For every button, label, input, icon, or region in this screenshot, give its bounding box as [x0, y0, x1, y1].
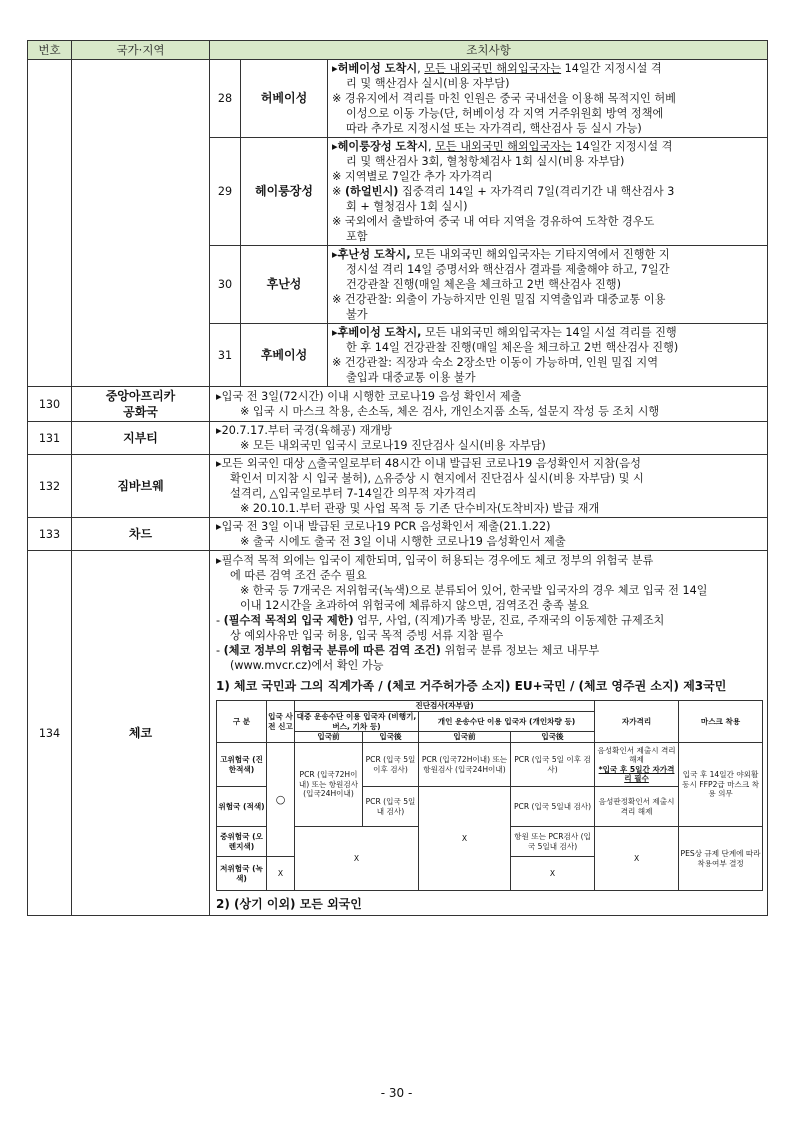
country-name	[72, 422, 210, 455]
czech-row	[28, 551, 768, 916]
text: ▸	[332, 326, 338, 339]
text: ▸입국 전 3일(72시간) 이내 시행한 코로나19 음성 확인서 제출	[216, 390, 522, 403]
text-line	[332, 139, 763, 154]
country-name-line: 짐바브웨	[117, 479, 164, 493]
cz-r4-name: 저위험국 (녹색)	[217, 857, 267, 891]
text: 업무, 사업, (직계)가족 방문, 진료, 주재국의 이동제한 규제조치	[353, 614, 665, 627]
text: 한 후 14일 건강관찰 진행(매일 체온을 체크하고 2번 핵산검사 진행)	[346, 341, 679, 354]
cz-h-private: 개인 운송수단 이용 입국자 (개인차량 등)	[419, 712, 595, 732]
text: 에 따른 검역 조건 준수 필요	[230, 569, 367, 582]
province-measures	[328, 138, 768, 246]
cz-r4-priv-after-x: X	[511, 857, 595, 891]
text: ▸	[332, 248, 338, 261]
text: 설격리, △입국일로부터 7-14일간 의무적 자가격리	[230, 487, 477, 500]
text: ※ 출국 시에도 출국 전 3일 이내 시행한 코로나19 음성확인서 제출	[240, 535, 566, 548]
text: ▸입국 전 3일 이내 발급된 코로나19 PCR 음성확인서 제출(21.1.22)	[216, 520, 551, 533]
country-name: 체코	[72, 551, 210, 916]
text-line	[216, 598, 763, 613]
cz-r1-iso-b: *입국 후 5일간 자가격리 필수	[598, 764, 675, 783]
province-name: 후난성	[241, 246, 328, 324]
header-num: 번호	[28, 41, 72, 60]
cz-h-pub-after: 입국後	[363, 732, 419, 743]
bold-text: (필수적 목적외 입국 제한)	[223, 614, 354, 627]
cz-h-public: 대중 운송수단 이용 입국자 (비행기, 버스, 기차 등)	[295, 712, 419, 732]
province-number: 30	[210, 246, 241, 324]
row-number: 134	[28, 551, 72, 916]
cz-iso-x: X	[595, 827, 679, 891]
country-name-line: 차드	[128, 527, 153, 541]
cz-mask-b: PES상 규제 단계에 따라 착용여부 결정	[679, 827, 763, 891]
text: 회 + 혈청검사 1회 실시)	[346, 200, 468, 213]
country-name	[72, 518, 210, 551]
text-line	[332, 355, 763, 370]
country-name	[72, 455, 210, 518]
text: 위험국 분류 정보는 체코 내무부	[440, 644, 600, 657]
text: 집중격리 14일 + 자가격리 7일(격리기간 내 핵산검사 3	[398, 185, 675, 198]
measures-table	[27, 40, 768, 916]
cz-h-priv-before: 입국前	[419, 732, 511, 743]
table-header-row	[28, 41, 768, 60]
text-line	[332, 106, 763, 121]
page-number: - 30 -	[380, 1086, 413, 1100]
bold-text: (하얼빈시)	[344, 185, 399, 198]
underlined-text: 모든 내외국민 해외입국자는	[435, 140, 572, 153]
cz-r1-pub-after: PCR (입국 5일 이후 검사)	[363, 743, 419, 787]
text: ※ 모든 내외국민 입국시 코로나19 진단검사 실시(비용 자부담)	[240, 439, 546, 452]
province-measures	[328, 246, 768, 324]
cz-h-isolation: 자가격리	[595, 701, 679, 743]
cz-h-form: 입국 사전 신고	[267, 701, 295, 743]
text-line	[332, 340, 763, 355]
czech-risk-table	[216, 700, 763, 891]
text-line	[332, 91, 763, 106]
text-line	[216, 404, 763, 419]
province-measures	[328, 324, 768, 387]
czech-measures	[216, 553, 763, 673]
cz-pub-before: PCR (입국72H이내) 또는 항원검사 (입국24H이내)	[295, 743, 363, 827]
text-line	[216, 553, 763, 568]
province-number: 28	[210, 60, 241, 138]
cz-form-yes: ○	[267, 743, 295, 857]
text: 상 예외사유만 입국 허용, 입국 목적 증빙 서류 지참 필수	[230, 629, 504, 642]
text-line	[332, 247, 763, 262]
text: 포함	[346, 230, 368, 243]
province-number: 29	[210, 138, 241, 246]
bold-text: (체코 정부의 위험국 분류에 따른 검역 조건)	[223, 644, 441, 657]
country-measures	[210, 387, 768, 422]
cz-h-test: 진단검사(자부담)	[295, 701, 595, 712]
province-row	[210, 138, 767, 246]
text: ▸	[332, 62, 338, 75]
text-line	[216, 628, 763, 643]
cz-r2-pub-after: PCR (입국 5일내 검사)	[363, 787, 419, 827]
text-line	[332, 169, 763, 184]
cz-pub-x: X	[295, 827, 419, 891]
text: 정시설 격리 14일 증명서와 핵산검사 결과를 제출해야 하고, 7일간	[346, 263, 670, 276]
text: ▸모든 외국인 대상 △출국일로부터 48시간 이내 발급된 코로나19 음성확인서 지참(음성	[216, 457, 641, 470]
cz-r3-name: 중위험국 (오렌지색)	[217, 827, 267, 857]
text: 14일간 지정시설 격	[561, 62, 662, 75]
text: ※ 입국 시 마스크 착용, 손소독, 체온 검사, 개인소지품 소독, 설문지 작성 등 조치 시행	[240, 405, 660, 418]
header-measures: 조치사항	[210, 41, 768, 60]
bold-text: 허베이성 도착시	[337, 62, 418, 75]
cz-h-pub-before: 입국前	[295, 732, 363, 743]
text: -	[216, 614, 224, 627]
china-provinces-cell	[210, 60, 768, 387]
cz-r1-priv-after: PCR (입국 5일 이후 검사)	[511, 743, 595, 787]
province-subtable	[210, 60, 767, 386]
text-line	[216, 501, 763, 516]
text: ※ 20.10.1.부터 관광 및 사업 목적 등 기존 단수비자(도착비자) 발급 재개	[240, 502, 600, 515]
text-line	[332, 262, 763, 277]
cz-h-mask: 마스크 착용	[679, 701, 763, 743]
countries-body	[28, 387, 768, 551]
text-line	[216, 568, 763, 583]
text: 따라 추가로 지정시설 또는 자가격리, 핵산검사 등 실시 가능)	[346, 122, 642, 135]
china-num-cell	[28, 60, 72, 387]
text-line	[332, 61, 763, 76]
text: ※ 지역별로 7일간 추가 자가격리	[332, 170, 493, 183]
text-line	[332, 214, 763, 229]
cz-h-priv-after: 입국後	[511, 732, 595, 743]
text: ※ 건강관찰: 직장과 숙소 2장소만 이동이 가능하며, 인원 밀집 지역	[332, 356, 659, 369]
czech-heading-2: 2) (상기 이외) 모든 외국인	[216, 897, 362, 911]
country-row	[28, 455, 768, 518]
row-number: 130	[28, 387, 72, 422]
text-line	[216, 471, 763, 486]
text: 이성으로 이동 가능(단, 허베이성 각 지역 거주위원회 방역 정책에	[346, 107, 664, 120]
text-line	[332, 229, 763, 244]
text-line	[216, 583, 763, 598]
text-line	[216, 423, 763, 438]
text-line	[216, 658, 763, 673]
text-line	[216, 519, 763, 534]
text: (www.mvcr.cz)에서 확인 가능	[230, 659, 384, 672]
province-number: 31	[210, 324, 241, 387]
cz-r1-iso-a: 음성확인서 제출시 격리 해제	[597, 745, 676, 764]
page	[27, 40, 767, 916]
text-line	[216, 486, 763, 501]
czech-heading-1: 1) 체코 국민과 그의 직계가족 / (체코 거주허가증 소지) EU+국민 / (체코 영주권 소지) 제3국민	[216, 679, 727, 693]
text-line	[216, 438, 763, 453]
text: -	[216, 644, 224, 657]
text-line	[332, 277, 763, 292]
bold-text: 후베이성 도착시,	[337, 326, 422, 339]
header-country: 국가·지역	[72, 41, 210, 60]
text: 출입과 대중교통 이용 불가	[346, 371, 476, 384]
province-row	[210, 324, 767, 387]
row-number: 132	[28, 455, 72, 518]
country-name-line: 공화국	[123, 405, 158, 419]
bold-text: 후난성 도착시,	[337, 248, 411, 261]
text: ,	[427, 140, 436, 153]
cz-r2-isolation: 음성판정확인서 제출시 격리 해제	[595, 787, 679, 827]
text: ※	[332, 185, 345, 198]
country-measures	[210, 518, 768, 551]
province-name: 헤이룽장성	[241, 138, 328, 246]
text-line	[332, 325, 763, 340]
text: ▸	[332, 140, 338, 153]
province-name: 후베이성	[241, 324, 328, 387]
text-line	[332, 121, 763, 136]
cz-priv-before-x: X	[419, 787, 511, 891]
province-measures	[328, 60, 768, 138]
cz-r3-priv-after: 항원 또는 PCR검사 (입국 5일내 검사)	[511, 827, 595, 857]
text-line	[332, 184, 763, 199]
china-country-cell	[72, 60, 210, 387]
row-number: 131	[28, 422, 72, 455]
underlined-text: 모든 내외국민 해외입국자는	[424, 62, 562, 75]
province-row	[210, 60, 767, 138]
cz-r1-isolation	[595, 743, 679, 787]
country-name	[72, 387, 210, 422]
text-line	[216, 534, 763, 549]
text: 14일간 지정시설 격	[571, 140, 673, 153]
country-name-line: 중앙아프리카	[105, 389, 176, 403]
country-row	[28, 422, 768, 455]
text: 확인서 미지참 시 입국 불허), △유증상 시 현지에서 진단검사 실시(비용 자부담) 및 시	[230, 472, 644, 485]
china-provinces-row	[28, 60, 768, 387]
cz-r2-name: 위험국 (적색)	[217, 787, 267, 827]
text: ※ 국외에서 출발하여 중국 내 여타 지역을 경유하여 도착한 경우도	[332, 215, 655, 228]
text-line	[216, 456, 763, 471]
text: ※ 한국 등 7개국은 저위험국(녹색)으로 분류되어 있어, 한국발 입국자의 경우 체코 입국 전 14일	[240, 584, 708, 597]
text-line	[332, 154, 763, 169]
text-line	[216, 643, 763, 658]
cz-mask-a: 입국 후 14일간 야외활동시 FFP2급 마스크 착용 의무	[679, 743, 763, 827]
province-name: 허베이성	[241, 60, 328, 138]
czech-content	[210, 551, 768, 916]
text: 모든 내외국민 해외입국자는 기타지역에서 진행한 지	[410, 248, 670, 261]
text-line	[332, 292, 763, 307]
country-row	[28, 518, 768, 551]
text-line	[332, 76, 763, 91]
text-line	[332, 199, 763, 214]
cz-h-class: 구 분	[217, 701, 267, 743]
text: ▸20.7.17.부터 국경(육해공) 재개방	[216, 424, 392, 437]
text: ※ 경유지에서 격리를 마친 인원은 중국 국내선을 이용해 목적지인 허베	[332, 92, 676, 105]
cz-r1-name: 고위험국 (진한적색)	[217, 743, 267, 787]
bold-text: 헤이룽장성 도착시	[337, 140, 428, 153]
cz-r2-priv-after: PCR (입국 5일내 검사)	[511, 787, 595, 827]
cz-r1-priv-before: PCR (입국72H이내) 또는 항원검사 (입국24H이내)	[419, 743, 511, 787]
text-line	[332, 307, 763, 322]
cz-r4-form-x: X	[267, 857, 295, 891]
row-number: 133	[28, 518, 72, 551]
text-line	[332, 370, 763, 385]
country-name-line: 지부티	[123, 431, 158, 445]
text: 불가	[346, 308, 368, 321]
country-row	[28, 387, 768, 422]
text: ▸필수적 목적 외에는 입국이 제한되며, 입국이 허용되는 경우에도 체코 정부의 위험국 분류	[216, 554, 654, 567]
text: 리 및 핵산검사 실시(비용 자부담)	[346, 77, 510, 90]
text: 모든 내외국민 해외입국자는 14일 시설 격리를 진행	[421, 326, 677, 339]
text-line	[216, 613, 763, 628]
text: ※ 건강관찰: 외출이 가능하지만 인원 밀집 지역출입과 대중교통 이용	[332, 293, 666, 306]
text-line	[216, 389, 763, 404]
country-measures	[210, 455, 768, 518]
text: 이내 12시간을 초과하여 위험국에 체류하지 않으면, 검역조건 충족 불요	[240, 599, 589, 612]
text: 리 및 핵산검사 3회, 혈청항체검사 1회 실시(비용 자부담)	[346, 155, 625, 168]
text: 건강관찰 진행(매일 체온을 체크하고 2번 핵산검사 진행)	[346, 278, 621, 291]
country-measures	[210, 422, 768, 455]
province-row	[210, 246, 767, 324]
text: ,	[417, 62, 425, 75]
